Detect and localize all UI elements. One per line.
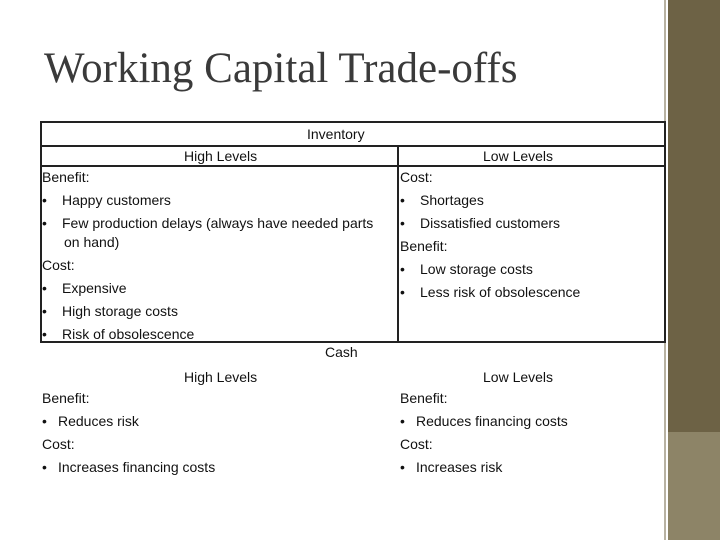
inventory-low-header: Low Levels: [483, 148, 554, 164]
bullet-icon: •: [42, 280, 47, 296]
inventory-high-cost-item: • Risk of obsolescence: [42, 326, 195, 342]
inventory-subheader-divider: [40, 165, 666, 167]
bullet-icon: •: [400, 459, 405, 475]
cash-low-benefit-label: Benefit:: [400, 390, 448, 406]
inventory-section-label: Inventory: [307, 126, 365, 142]
inventory-high-cost-label: Cost:: [42, 257, 75, 273]
cash-high-cost-label: Cost:: [42, 436, 75, 452]
inventory-low-benefit-item: • Less risk of obsolescence: [400, 284, 581, 300]
inventory-high-benefit-continuation: on hand): [64, 234, 120, 250]
cash-low-cost-item: • Increases risk: [400, 459, 503, 475]
right-decor-bar-top: [668, 0, 720, 432]
inventory-header-divider: [40, 145, 666, 147]
inventory-high-cost-item: • Expensive: [42, 280, 127, 296]
cash-low-header: Low Levels: [483, 369, 554, 385]
bullet-icon: •: [400, 192, 405, 208]
cash-high-header: High Levels: [184, 369, 258, 385]
inventory-low-benefit-label: Benefit:: [400, 238, 448, 254]
bullet-icon: •: [42, 192, 47, 208]
inventory-high-benefit-label: Benefit:: [42, 169, 90, 185]
inventory-low-cost-item: • Dissatisfied customers: [400, 215, 561, 231]
bullet-icon: •: [400, 261, 405, 277]
bullet-icon: •: [42, 326, 47, 342]
inventory-high-benefit-item: • Happy customers: [42, 192, 171, 208]
bullet-icon: •: [42, 459, 47, 475]
right-decor-bar-bottom: [668, 432, 720, 540]
cash-low-benefit-item: • Reduces financing costs: [400, 413, 568, 429]
inventory-low-cost-item: • Shortages: [400, 192, 484, 208]
bullet-icon: •: [42, 215, 47, 231]
bullet-icon: •: [42, 303, 47, 319]
slide-title: Working Capital Trade-offs: [44, 45, 518, 92]
inventory-high-cost-item: • High storage costs: [42, 303, 178, 319]
cash-section-label: Cash: [325, 344, 358, 360]
bullet-icon: •: [400, 413, 405, 429]
bullet-icon: •: [400, 284, 405, 300]
cash-high-benefit-label: Benefit:: [42, 390, 90, 406]
cash-low-cost-label: Cost:: [400, 436, 433, 452]
cash-high-cost-item: • Increases financing costs: [42, 459, 216, 475]
inventory-high-header: High Levels: [184, 148, 258, 164]
bullet-icon: •: [42, 413, 47, 429]
inventory-high-benefit-item: • Few production delays (always have needed parts: [42, 215, 374, 231]
cash-high-benefit-item: • Reduces risk: [42, 413, 139, 429]
bullet-icon: •: [400, 215, 405, 231]
inventory-column-divider: [397, 145, 399, 341]
table-right-border: [664, 121, 666, 343]
inventory-low-benefit-item: • Low storage costs: [400, 261, 533, 277]
table-top-border: [40, 121, 666, 123]
inventory-low-cost-label: Cost:: [400, 169, 433, 185]
